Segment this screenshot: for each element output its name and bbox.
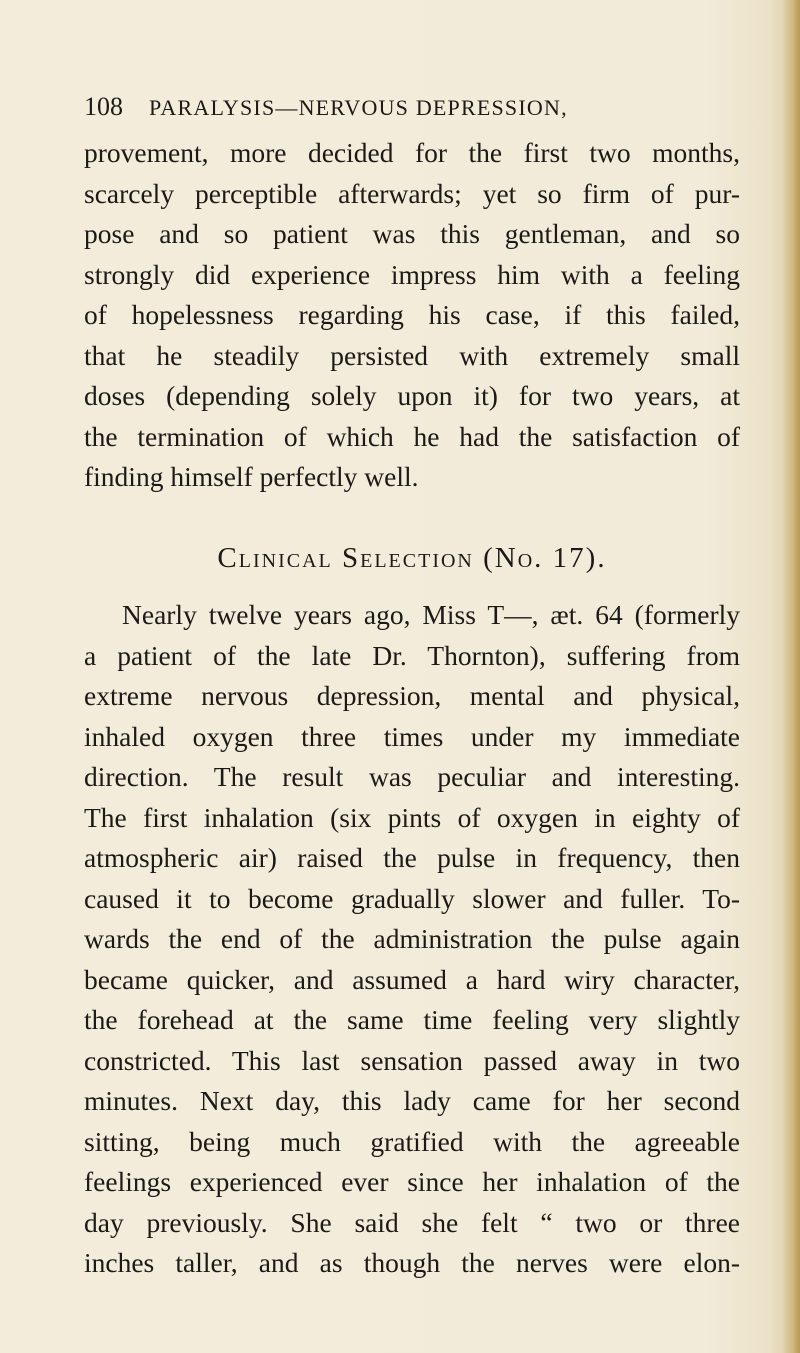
text-line: that he steadily persisted with extremely small (84, 339, 740, 371)
text-line: strongly did experience impress him with a feeling (84, 258, 740, 290)
text-line: Nearly twelve years ago, Miss T—, æt. 64 (formerly (122, 599, 740, 630)
text-line: finding himself perfectly well. (84, 461, 419, 492)
text-line: wards the end of the administration the pulse again (84, 923, 740, 954)
page-body (84, 133, 740, 1284)
text-line: provement, more decided for the first two months, (84, 137, 740, 168)
text-line: constricted. This last sensation passed away in two (84, 1044, 740, 1076)
text-line: pose and so patient was this gentleman, and so (84, 218, 740, 249)
text-line: sitting, being much gratified with the agreeable (84, 1125, 740, 1157)
text-line: direction. The result was peculiar and interesting. (84, 761, 740, 792)
text-line: the termination of which he had the satisfaction of (84, 420, 740, 452)
text-line: extreme nervous depression, mental and physical, (84, 680, 740, 711)
text-line: feelings experienced ever since her inhalation of the (84, 1166, 740, 1197)
text-line: became quicker, and assumed a hard wiry character, (84, 963, 740, 995)
text-line: scarcely perceptible afterwards; yet so firm of pur- (84, 177, 740, 209)
text-line: inhaled oxygen three times under my immediate (84, 720, 740, 752)
text-line: doses (depending solely upon it) for two years, at (84, 380, 740, 411)
running-title: PARALYSIS—NERVOUS DEPRESSION, (149, 95, 568, 120)
text-line: atmospheric air) raised the pulse in frequency, then (84, 842, 740, 873)
text-line: of hopelessness regarding his case, if this failed, (84, 299, 740, 330)
text-line: a patient of the late Dr. Thornton), suffering from (84, 639, 740, 671)
text-line: The first inhalation (six pints of oxygen in eighty of (84, 801, 740, 833)
section-heading: Clinical Selection (No. 17). (217, 541, 607, 574)
text-line: minutes. Next day, this lady came for her second (84, 1085, 740, 1116)
text-line: day previously. She said she felt “ two or three (84, 1206, 740, 1238)
running-header (84, 92, 724, 122)
page-edge-shadow (782, 0, 800, 1353)
page-number: 108 (84, 92, 123, 121)
text-line: caused it to become gradually slower and fuller. To- (84, 882, 740, 914)
text-line: the forehead at the same time feeling very slightly (84, 1004, 740, 1035)
text-line: inches taller, and as though the nerves were elon- (84, 1247, 740, 1278)
